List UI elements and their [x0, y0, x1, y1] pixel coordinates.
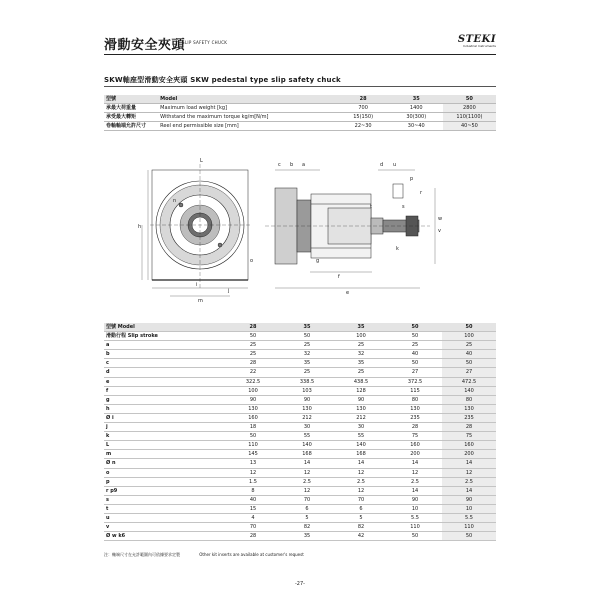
dim-label: j [104, 423, 226, 432]
dim-cell: 130 [442, 404, 496, 413]
dim-cell: 50 [280, 332, 334, 341]
dim-cell: 12 [388, 468, 442, 477]
spec-header-row [104, 95, 496, 104]
table-row [104, 377, 496, 386]
dim-cell: 110 [442, 523, 496, 532]
spec-header-model: 35 [390, 95, 443, 104]
dim-cell: 115 [388, 386, 442, 395]
table-row [104, 423, 496, 432]
dim-cell: 372.5 [388, 377, 442, 386]
dim-cell: 5 [334, 513, 388, 522]
dim-cell: 10 [388, 504, 442, 513]
dim-cell: 25 [334, 368, 388, 377]
table-row [104, 450, 496, 459]
label-u: u [393, 162, 397, 168]
dim-cell: 5.5 [388, 513, 442, 522]
label-c: c [278, 162, 281, 168]
dim-header-model: 50 [388, 323, 442, 332]
spec-cell: 2800 [443, 104, 496, 113]
label-w: w [438, 216, 443, 222]
dim-cell: 160 [388, 441, 442, 450]
label-r: r [420, 190, 423, 196]
label-t: t [370, 204, 372, 210]
spec-row [104, 104, 496, 113]
dim-cell: 25 [334, 341, 388, 350]
page-header [104, 34, 496, 54]
dim-cell: 50 [388, 332, 442, 341]
front-view [142, 164, 250, 296]
spec-cell: 40~50 [443, 122, 496, 131]
dim-cell: 12 [334, 468, 388, 477]
label-s: s [402, 204, 405, 210]
dim-cell: 2.5 [334, 477, 388, 486]
dim-cell: 90 [226, 395, 280, 404]
dim-label: L [104, 441, 226, 450]
table-row [104, 495, 496, 504]
dim-cell: 10 [442, 504, 496, 513]
dim-cell: 14 [442, 459, 496, 468]
dim-label: a [104, 341, 226, 350]
dim-label: s [104, 495, 226, 504]
label-m: m [198, 298, 203, 304]
footnote-zh: 注：軸端尺寸在允許範圍內可依據要求定製 [104, 552, 180, 557]
header-rule [104, 54, 496, 55]
spec-table [104, 95, 496, 131]
label-g: g [316, 258, 320, 264]
dim-cell: 100 [226, 386, 280, 395]
page-number: -27- [295, 581, 305, 587]
dim-cell: 110 [226, 441, 280, 450]
dim-cell: 160 [226, 413, 280, 422]
dim-cell: 110 [388, 523, 442, 532]
dim-label: d [104, 368, 226, 377]
dim-cell: 13 [226, 459, 280, 468]
dim-cell: 200 [442, 450, 496, 459]
dim-label: m [104, 450, 226, 459]
dim-cell: 90 [442, 495, 496, 504]
dim-cell: 90 [280, 395, 334, 404]
dim-cell: 322.5 [226, 377, 280, 386]
label-L: L [200, 158, 203, 164]
dim-cell: 50 [388, 532, 442, 541]
dim-cell: 14 [334, 459, 388, 468]
dim-cell: 30 [334, 423, 388, 432]
dim-cell: 5.5 [442, 513, 496, 522]
dim-label: u [104, 513, 226, 522]
dim-cell: 2.5 [442, 477, 496, 486]
dim-cell: 130 [280, 404, 334, 413]
dim-cell: 212 [280, 413, 334, 422]
dim-label: f [104, 386, 226, 395]
dim-header-model: 28 [226, 323, 280, 332]
dim-label: e [104, 377, 226, 386]
spec-label-zh: 承受最大轉矩 [104, 113, 158, 122]
dim-cell: 35 [280, 532, 334, 541]
dim-label: o [104, 468, 226, 477]
dim-cell: 40 [442, 350, 496, 359]
dim-cell: 100 [334, 332, 388, 341]
spec-label-zh: 承最大荷重量 [104, 104, 158, 113]
dim-cell: 82 [334, 523, 388, 532]
dim-cell: 6 [280, 504, 334, 513]
table-row [104, 513, 496, 522]
dim-cell: 22 [226, 368, 280, 377]
dim-label: c [104, 359, 226, 368]
technical-drawing [110, 150, 495, 310]
dim-label: r p9 [104, 486, 226, 495]
dim-cell: 25 [280, 341, 334, 350]
table-row [104, 359, 496, 368]
dim-cell: 14 [280, 459, 334, 468]
label-f: f [338, 274, 340, 280]
dim-cell: 75 [442, 432, 496, 441]
spec-label-zh: 卷軸軸端允許尺寸 [104, 122, 158, 131]
dim-cell: 80 [442, 395, 496, 404]
dim-cell: 82 [280, 523, 334, 532]
dim-cell: 130 [226, 404, 280, 413]
label-j: j [228, 288, 230, 294]
table-row [104, 477, 496, 486]
dim-cell: 55 [334, 432, 388, 441]
dim-cell: 30 [280, 423, 334, 432]
spec-header-model: 50 [443, 95, 496, 104]
dim-cell: 25 [388, 341, 442, 350]
label-v: v [438, 228, 441, 234]
dim-cell: 75 [388, 432, 442, 441]
section-title: SKW軸座型滑動安全夾頭 SKW pedestal type slip safety chuck [104, 76, 341, 84]
dim-cell: 40 [226, 495, 280, 504]
table-row [104, 368, 496, 377]
table-row [104, 523, 496, 532]
table-row [104, 504, 496, 513]
dim-cell: 27 [442, 368, 496, 377]
dim-cell: 28 [442, 423, 496, 432]
dim-label: 滑動行程 Slip stroke [104, 332, 226, 341]
dim-cell: 6 [334, 504, 388, 513]
dim-cell: 50 [388, 359, 442, 368]
brand-logo [458, 34, 496, 48]
spec-cell: 30(300) [390, 113, 443, 122]
table-row [104, 341, 496, 350]
dim-label: k [104, 432, 226, 441]
dim-cell: 130 [388, 404, 442, 413]
dim-header-model: 35 [334, 323, 388, 332]
dim-header-label: 型號 Model [104, 323, 226, 332]
table-row [104, 432, 496, 441]
spec-cell: 110(1100) [443, 113, 496, 122]
spec-cell: 15(150) [337, 113, 390, 122]
dim-cell: 212 [334, 413, 388, 422]
dim-cell: 8 [226, 486, 280, 495]
dim-cell: 55 [280, 432, 334, 441]
dim-cell: 235 [388, 413, 442, 422]
spec-label-en: Withstand the maximum torque kg/m[N/m] [158, 113, 336, 122]
dim-cell: 168 [280, 450, 334, 459]
dim-cell: 14 [388, 486, 442, 495]
dim-label: Ø i [104, 413, 226, 422]
dim-cell: 27 [388, 368, 442, 377]
dim-cell: 128 [334, 386, 388, 395]
dim-cell: 28 [388, 423, 442, 432]
spec-header-model: 28 [337, 95, 390, 104]
page-title: 滑動安全夾頭 [104, 38, 186, 53]
dim-cell: 18 [226, 423, 280, 432]
dim-cell: 70 [226, 523, 280, 532]
spec-row [104, 113, 496, 122]
dim-cell: 12 [226, 468, 280, 477]
table-row [104, 532, 496, 541]
dim-cell: 4 [226, 513, 280, 522]
dim-cell: 200 [388, 450, 442, 459]
dim-cell: 15 [226, 504, 280, 513]
dim-cell: 70 [334, 495, 388, 504]
dim-cell: 1.5 [226, 477, 280, 486]
spec-cell: 1400 [390, 104, 443, 113]
dim-cell: 25 [226, 341, 280, 350]
spec-label-en: Maximum load weight [kg] [158, 104, 336, 113]
table-row [104, 413, 496, 422]
dim-cell: 472.5 [442, 377, 496, 386]
label-n: n [173, 198, 177, 204]
label-a: a [302, 162, 306, 168]
table-row [104, 404, 496, 413]
dim-header-row [104, 323, 496, 332]
dim-cell: 28 [226, 532, 280, 541]
spec-cell: 700 [337, 104, 390, 113]
dim-cell: 70 [280, 495, 334, 504]
dim-cell: 2.5 [388, 477, 442, 486]
dim-cell: 12 [280, 468, 334, 477]
label-o: o [250, 258, 254, 264]
dim-cell: 140 [280, 441, 334, 450]
dim-label: Ø n [104, 459, 226, 468]
dim-cell: 14 [388, 459, 442, 468]
dim-cell: 50 [226, 332, 280, 341]
dim-cell: 35 [334, 359, 388, 368]
dim-cell: 168 [334, 450, 388, 459]
dim-cell: 90 [388, 495, 442, 504]
dim-cell: 338.5 [280, 377, 334, 386]
table-row [104, 332, 496, 341]
dim-cell: 145 [226, 450, 280, 459]
label-h: h [138, 224, 142, 230]
dim-cell: 35 [280, 359, 334, 368]
table-row [104, 459, 496, 468]
dimension-table [104, 323, 496, 541]
table-row [104, 468, 496, 477]
dim-cell: 90 [334, 395, 388, 404]
spec-row [104, 122, 496, 131]
spec-header-zh: 型號 [104, 95, 158, 104]
dim-label: p [104, 477, 226, 486]
dim-cell: 160 [442, 441, 496, 450]
dim-cell: 80 [388, 395, 442, 404]
label-k: k [396, 246, 399, 252]
dim-cell: 14 [442, 486, 496, 495]
spec-header-en: Model [158, 95, 336, 104]
dim-label: Ø w k6 [104, 532, 226, 541]
dim-cell: 100 [442, 332, 496, 341]
dim-cell: 103 [280, 386, 334, 395]
dim-cell: 140 [442, 386, 496, 395]
spec-cell: 30~40 [390, 122, 443, 131]
label-b: b [290, 162, 294, 168]
footnote-en: Other kit inserts are available at customer's request [199, 552, 304, 557]
table-row [104, 441, 496, 450]
dim-cell: 140 [334, 441, 388, 450]
section-rule [104, 86, 496, 87]
spec-label-en: Reel end permissible size [mm] [158, 122, 336, 131]
dim-label: v [104, 523, 226, 532]
dim-cell: 130 [334, 404, 388, 413]
dim-cell: 32 [280, 350, 334, 359]
page-subtitle: SLIP SAFETY CHUCK [182, 40, 228, 45]
dim-label: g [104, 395, 226, 404]
dim-cell: 12 [334, 486, 388, 495]
label-d: d [380, 162, 384, 168]
dim-cell: 25 [226, 350, 280, 359]
label-p: p [410, 176, 414, 182]
dim-label: h [104, 404, 226, 413]
brand-tagline: Industrial Instruments [462, 44, 496, 48]
dim-cell: 438.5 [334, 377, 388, 386]
dim-cell: 2.5 [280, 477, 334, 486]
table-row [104, 386, 496, 395]
dim-cell: 12 [280, 486, 334, 495]
side-view [265, 170, 435, 288]
dim-cell: 40 [388, 350, 442, 359]
dim-header-model: 50 [442, 323, 496, 332]
dim-cell: 32 [334, 350, 388, 359]
dim-label: t [104, 504, 226, 513]
brand-name: STEKI [457, 34, 496, 45]
dim-cell: 28 [226, 359, 280, 368]
dim-cell: 235 [442, 413, 496, 422]
label-e: e [346, 290, 350, 296]
dim-cell: 25 [442, 341, 496, 350]
spec-cell: 22~30 [337, 122, 390, 131]
dim-cell: 50 [442, 359, 496, 368]
label-i: i [196, 282, 198, 288]
table-row [104, 486, 496, 495]
table-row [104, 395, 496, 404]
dim-cell: 42 [334, 532, 388, 541]
dim-cell: 50 [442, 532, 496, 541]
dim-cell: 25 [280, 368, 334, 377]
table-row [104, 350, 496, 359]
dim-cell: 12 [442, 468, 496, 477]
dim-cell: 50 [226, 432, 280, 441]
footnote [104, 552, 322, 558]
dim-header-model: 35 [280, 323, 334, 332]
dim-cell: 5 [280, 513, 334, 522]
dim-label: b [104, 350, 226, 359]
